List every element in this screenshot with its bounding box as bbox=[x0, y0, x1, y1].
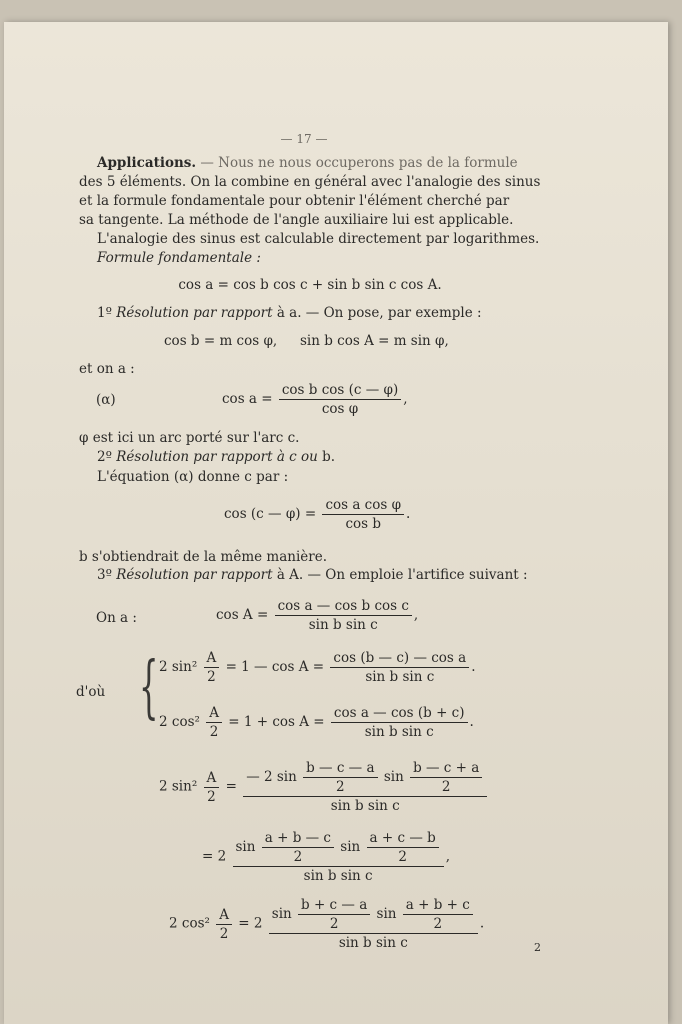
cosA-fraction bbox=[275, 598, 412, 633]
d3-frac-a-num: b + c — a bbox=[298, 897, 370, 915]
alpha-tag: (α) bbox=[96, 392, 116, 408]
d3-frac-a bbox=[298, 897, 370, 932]
applications-line-5: L'analogie des sinus est calculable directement par logarithmes. bbox=[97, 231, 540, 247]
sys2-half-fraction bbox=[206, 705, 222, 740]
applications-line-1 bbox=[97, 155, 518, 171]
res2-title: Résolution par rapport à c bbox=[116, 449, 297, 465]
eq2-equation bbox=[224, 497, 410, 532]
d3-half-num: A bbox=[216, 907, 232, 925]
sys1-lhs: 2 sin² bbox=[159, 659, 198, 675]
d2-frac-a-den: 2 bbox=[293, 849, 303, 865]
sys2-numerator: cos a — cos (b + c) bbox=[331, 705, 468, 723]
d1-num-a: — 2 sin bbox=[246, 769, 297, 785]
d1-half-fraction bbox=[204, 770, 220, 805]
et-on-a: et on a : bbox=[79, 361, 135, 377]
d2-frac-a bbox=[262, 830, 334, 865]
res1-rest: à a. — On pose, par exemple : bbox=[272, 305, 482, 321]
d1-frac-a-den: 2 bbox=[336, 779, 345, 795]
d2-num-b: sin bbox=[340, 839, 361, 855]
applications-line-1-text: — Nous ne nous occuperons pas de la formule bbox=[196, 155, 518, 171]
sys2-lhs: 2 cos² bbox=[159, 714, 200, 730]
document-page bbox=[4, 22, 668, 1024]
d3-frac-b bbox=[403, 897, 473, 932]
d2-main-numerator bbox=[233, 830, 444, 867]
cosA-lhs: cos A = bbox=[216, 607, 269, 623]
bottom-mark: 2 bbox=[534, 941, 541, 954]
d3-main-fraction bbox=[269, 897, 478, 951]
sys1-half-fraction bbox=[204, 650, 220, 685]
applications-title: Applications. bbox=[97, 155, 197, 171]
eq2-fraction bbox=[322, 497, 404, 532]
res1-line bbox=[97, 305, 482, 321]
d3-frac-a-den: 2 bbox=[329, 916, 339, 932]
res1-eq1: cos b = m cos φ, bbox=[164, 333, 278, 349]
cosA-end: , bbox=[413, 607, 419, 623]
d3-half-den: 2 bbox=[219, 925, 229, 942]
alpha-denominator: cos φ bbox=[321, 401, 359, 417]
sys2-half-num: A bbox=[206, 705, 222, 723]
alpha-equation bbox=[222, 382, 408, 417]
d3-lhs: 2 cos² bbox=[169, 915, 210, 932]
sys1-half-num: A bbox=[204, 650, 220, 668]
alpha-end: , bbox=[403, 391, 408, 407]
d2-main-denominator: sin b sin c bbox=[303, 868, 373, 884]
sys1-fraction bbox=[330, 650, 469, 685]
phi-note: φ est ici un arc porté sur l'arc c. bbox=[79, 430, 300, 446]
sys1-end: . bbox=[471, 659, 476, 675]
d1-main-denominator: sin b sin c bbox=[330, 798, 400, 814]
d3-num-b: sin bbox=[376, 906, 397, 922]
d3-half-fraction bbox=[216, 907, 232, 942]
d3-end: . bbox=[479, 915, 485, 932]
sys2-mid: = 1 + cos A = bbox=[228, 714, 325, 730]
sys2-denominator: sin b sin c bbox=[364, 724, 434, 740]
d1-num-b: sin bbox=[383, 769, 404, 785]
d2-num-a: sin bbox=[235, 839, 256, 855]
eq-alpha-gives: L'équation (α) donne c par : bbox=[97, 469, 289, 485]
cosA-denominator: sin b sin c bbox=[308, 617, 378, 633]
derivation-2 bbox=[202, 830, 450, 884]
eq2-end: . bbox=[406, 506, 411, 522]
system-brace: { bbox=[139, 648, 159, 727]
formule-label: Formule fondamentale : bbox=[97, 250, 261, 266]
res3-num: 3º bbox=[97, 567, 112, 583]
alpha-numerator: cos b cos (c — φ) bbox=[279, 382, 401, 400]
d2-frac-b bbox=[367, 830, 439, 865]
res3-title: Résolution par rapport bbox=[116, 567, 273, 583]
alpha-fraction bbox=[279, 382, 401, 417]
res3-line bbox=[97, 567, 528, 583]
eq2-lhs: cos (c — φ) = bbox=[224, 506, 317, 522]
d2-frac-a-num: a + b — c bbox=[262, 830, 334, 848]
cosA-equation bbox=[216, 598, 418, 633]
system-line-2 bbox=[159, 705, 474, 740]
d3-eq: = 2 bbox=[238, 915, 263, 932]
d1-frac-b bbox=[410, 760, 482, 795]
sys1-numerator: cos (b — c) — cos a bbox=[330, 650, 469, 668]
res3-rest: à A. — On emploie l'artifice suivant : bbox=[272, 567, 528, 583]
d1-main-fraction bbox=[243, 760, 487, 814]
sys2-fraction bbox=[331, 705, 468, 740]
d2-end: , bbox=[445, 848, 451, 865]
d3-num-a: sin bbox=[271, 906, 292, 922]
res1-num: 1º bbox=[97, 305, 112, 321]
applications-line-3: et la formule fondamentale pour obtenir l'élément cherché par bbox=[79, 193, 510, 209]
applications-line-2: des 5 éléments. On la combine en général avec l'analogie des sinus bbox=[79, 174, 541, 190]
page-number: — 17 — bbox=[280, 132, 328, 146]
res2-rest: b. bbox=[317, 449, 336, 465]
d1-frac-b-num: b — c + a bbox=[410, 760, 482, 778]
sys2-half-den: 2 bbox=[209, 724, 219, 740]
res2-ou: ou bbox=[296, 449, 318, 465]
on-a: On a : bbox=[96, 610, 137, 626]
d1-half-num: A bbox=[204, 770, 220, 788]
d3-frac-b-den: 2 bbox=[433, 916, 443, 932]
formule-fondamentale: cos a = cos b cos c + sin b sin c cos A. bbox=[178, 277, 442, 293]
b-same: b s'obtiendrait de la même manière. bbox=[79, 549, 327, 565]
d2-frac-b-num: a + c — b bbox=[367, 830, 439, 848]
d1-main-numerator bbox=[243, 760, 487, 797]
d1-frac-a-num: b — c — a bbox=[303, 760, 377, 778]
eq2-numerator: cos a cos φ bbox=[322, 497, 404, 515]
d3-frac-b-num: a + b + c bbox=[403, 897, 473, 915]
system-line-1 bbox=[159, 650, 475, 685]
d1-frac-b-den: 2 bbox=[441, 779, 451, 795]
applications-line-4: sa tangente. La méthode de l'angle auxiliaire lui est applicable. bbox=[79, 212, 514, 228]
eq2-denominator: cos b bbox=[345, 516, 382, 532]
d2-main-fraction bbox=[233, 830, 444, 884]
derivation-1: 2 sin² $\frac{A}{2}$ = — 2 sin $\frac{b — c — a}{2}$ sin $\frac{b — c + a}{2}$ sin b sin c bbox=[159, 760, 489, 814]
sys1-denominator: sin b sin c bbox=[365, 669, 435, 685]
d3-main-numerator bbox=[269, 897, 478, 934]
sys2-end: . bbox=[469, 714, 474, 730]
alpha-lhs: cos a = bbox=[222, 391, 273, 407]
res1-title: Résolution par rapport bbox=[116, 305, 273, 321]
d1-lhs: 2 sin² bbox=[159, 778, 198, 795]
res1-eq2: sin b cos A = m sin φ, bbox=[300, 333, 449, 349]
derivation-3 bbox=[169, 897, 484, 951]
d1-half-den: 2 bbox=[207, 788, 216, 805]
res2-line bbox=[97, 449, 335, 465]
d2-eq: = 2 bbox=[202, 848, 227, 865]
d3-main-denominator: sin b sin c bbox=[338, 935, 408, 951]
d1-frac-a bbox=[303, 760, 377, 795]
d2-frac-b-den: 2 bbox=[398, 849, 407, 865]
cosA-numerator: cos a — cos b cos c bbox=[275, 598, 412, 616]
dou-label: d'où bbox=[76, 684, 106, 700]
sys1-half-den: 2 bbox=[207, 669, 216, 685]
sys1-mid: = 1 — cos A = bbox=[225, 659, 325, 675]
res2-num: 2º bbox=[97, 449, 112, 465]
